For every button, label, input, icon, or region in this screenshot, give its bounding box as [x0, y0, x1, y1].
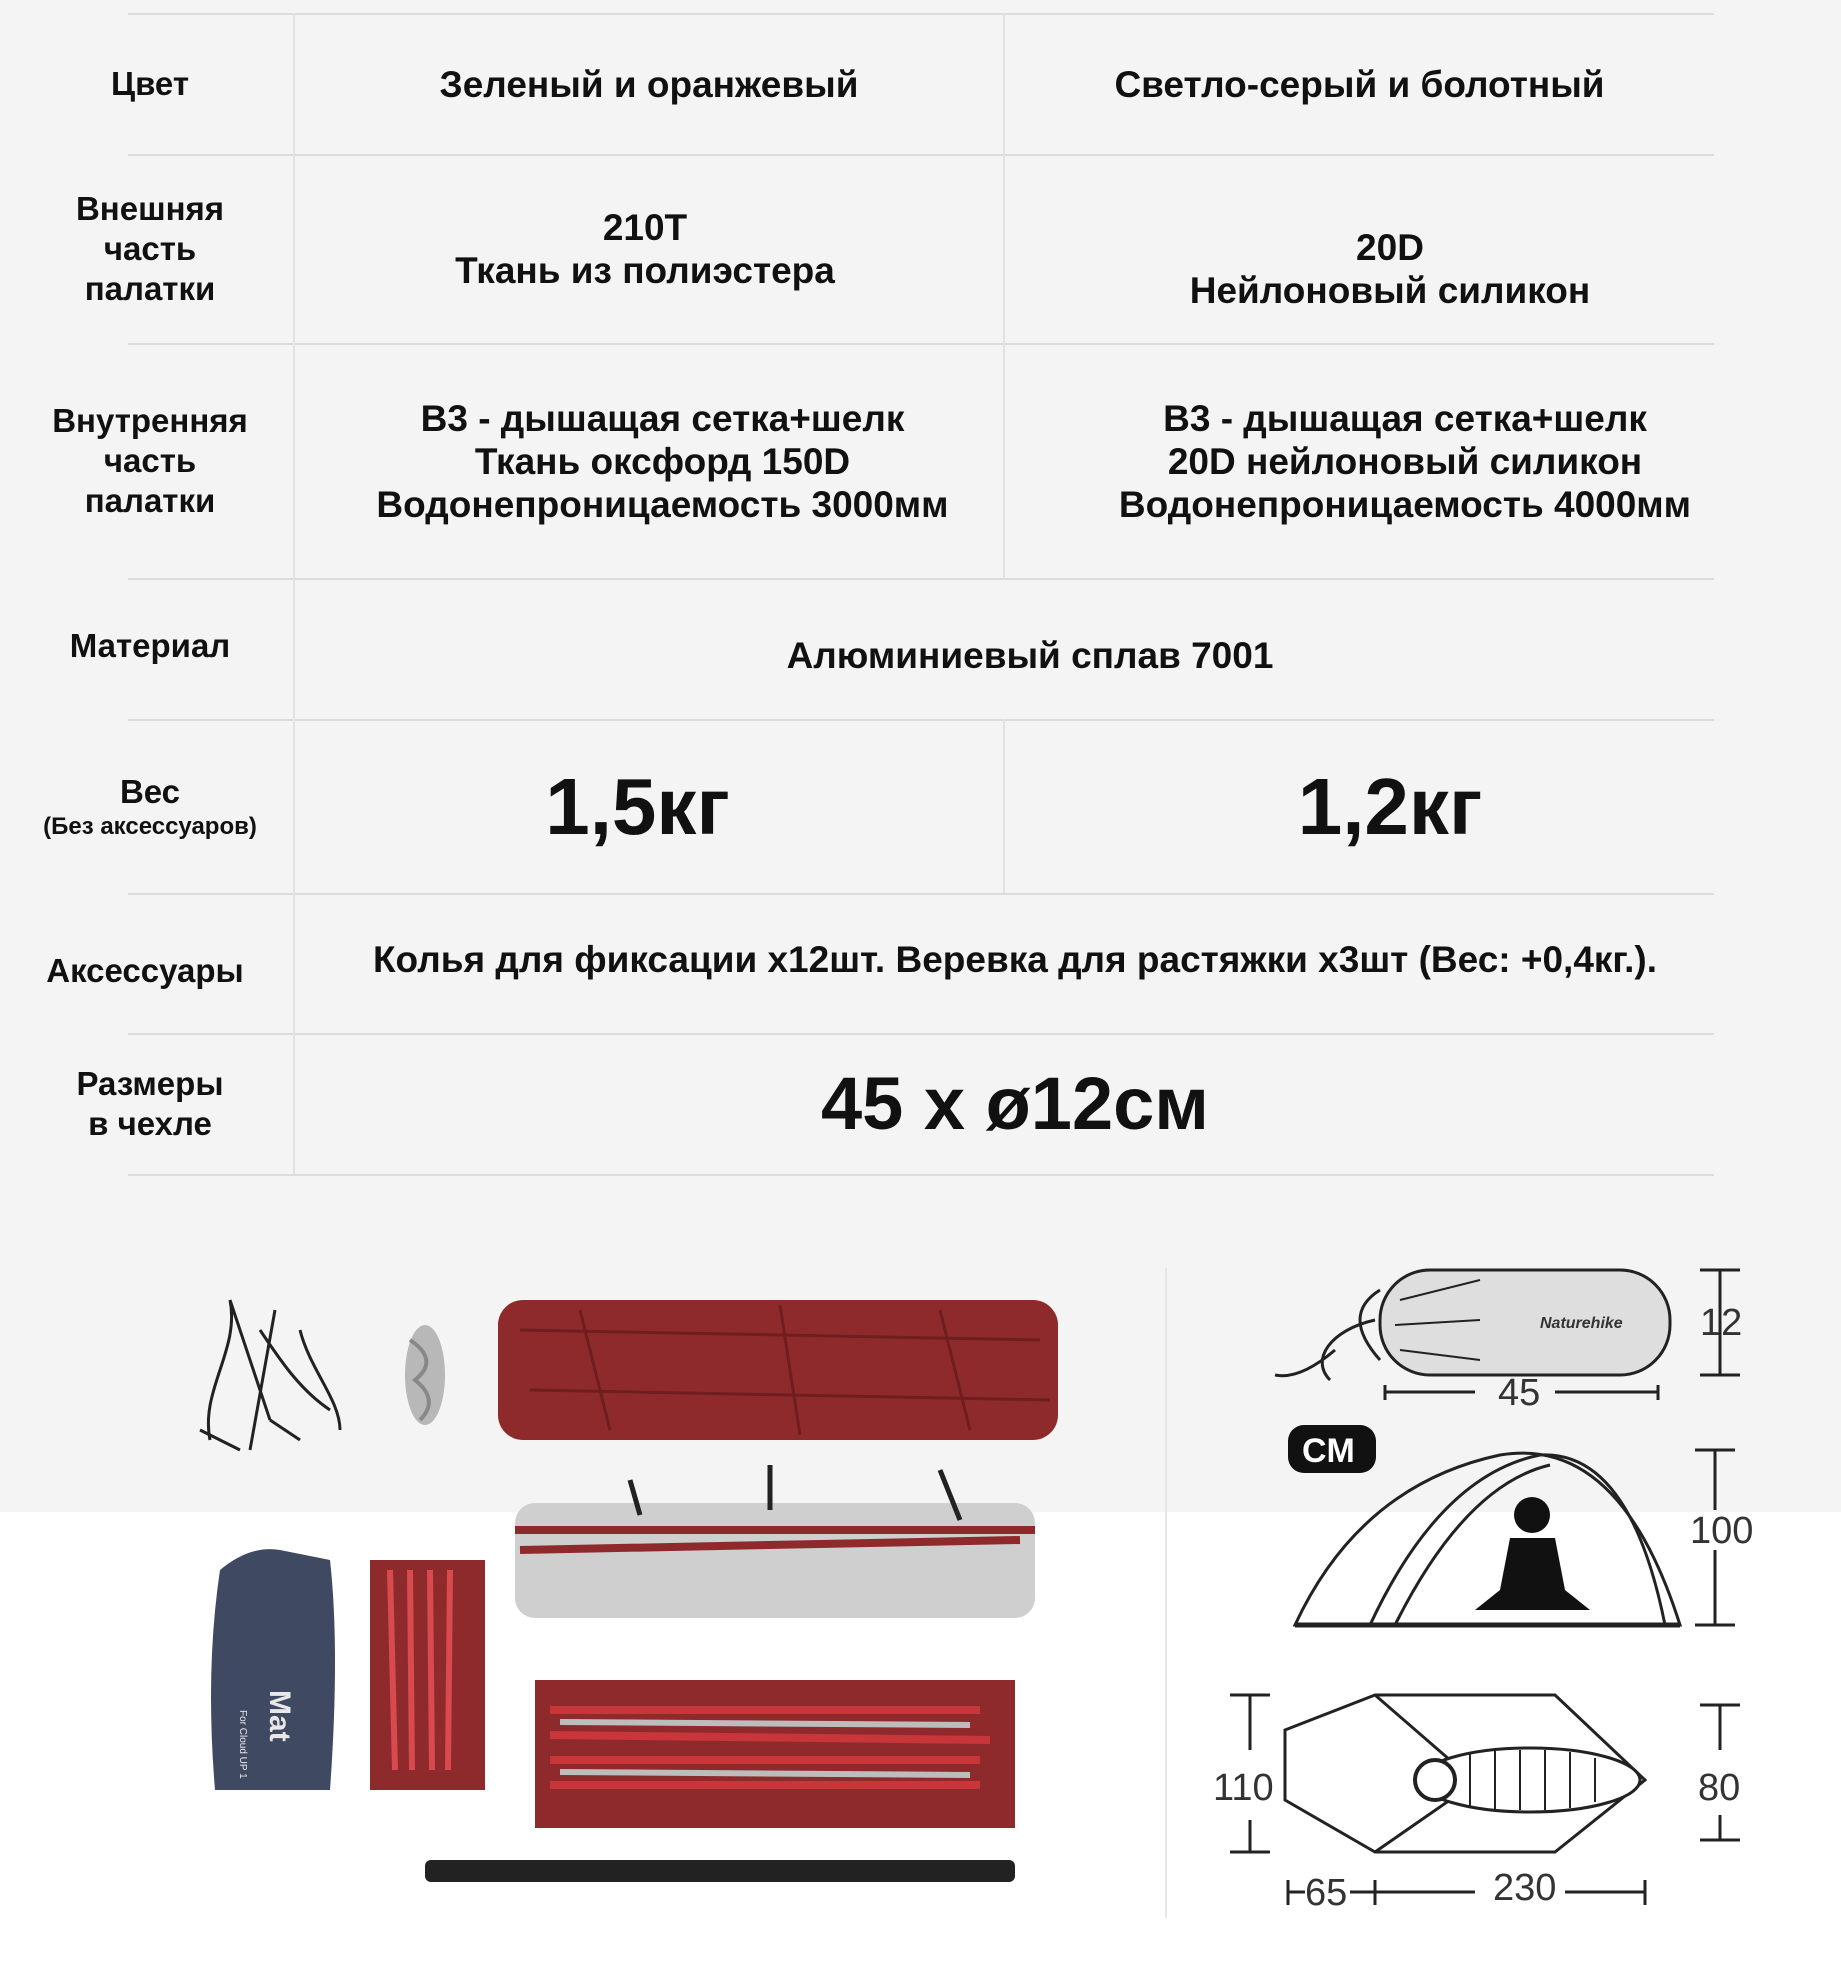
- mat-bag-label: Mat: [263, 1690, 296, 1742]
- front-width-dimension: 110: [1213, 1767, 1274, 1809]
- mat-bag-sublabel: For Cloud UP 1: [237, 1710, 248, 1779]
- weight-value-variant-2: 1,2кг: [1297, 761, 1483, 851]
- row-label-accessories: Аксессуары: [46, 951, 244, 989]
- inner-tent-value-variant-1: B3 - дышащая сетка+шелк Ткань оксфорд 150D Водонепроницаемость 3000мм: [376, 397, 949, 525]
- color-value-variant-1: Зеленый и оранжевый: [439, 63, 859, 105]
- stakes-bag-illustration: [370, 1560, 485, 1790]
- row-label-inner-tent: Внутренняя часть палатки: [52, 402, 248, 519]
- tent-dimensions-diagram: [1180, 1240, 1810, 1930]
- bag-diameter-dimension: 12: [1700, 1302, 1743, 1344]
- section-divider: [1165, 1268, 1167, 1918]
- guy-lines-illustration: [200, 1300, 340, 1450]
- row-label-packed-size: Размеры в чехле: [76, 1065, 224, 1142]
- tent-kit-photo: [180, 1270, 1080, 1910]
- inner-tent-value-variant-2: B3 - дышащая сетка+шелк 20D нейлоновый силикон Водонепроницаемость 4000мм: [1118, 397, 1692, 525]
- weight-sublabel: (Без аксессуаров): [43, 812, 257, 840]
- outer-tent-value-variant-1: 210T Ткань из полиэстера: [455, 207, 835, 291]
- poles-bag-illustration: [535, 1680, 1015, 1828]
- row-label-color: Цвет: [110, 65, 190, 102]
- row-label-material: Материал: [69, 627, 231, 664]
- weight-value-variant-1: 1,5кг: [545, 761, 730, 851]
- back-width-dimension: 80: [1698, 1767, 1741, 1809]
- tent-height-dimension: 100: [1690, 1510, 1754, 1552]
- row-label-weight: [20, 720, 280, 893]
- vestibule-length-dimension: 65: [1305, 1872, 1348, 1914]
- tent-top-view-diagram: [1213, 1695, 1740, 1914]
- rolled-tent-fly-illustration: [498, 1300, 1058, 1440]
- strap-illustration: [425, 1860, 1015, 1882]
- material-value: Алюминиевый сплав 7001: [786, 634, 1274, 676]
- unit-badge-label: CM: [1302, 1432, 1355, 1470]
- tent-length-dimension: 230: [1493, 1867, 1557, 1909]
- bag-brand-logo: Naturehike: [1540, 1315, 1623, 1332]
- bag-length-dimension: 45: [1498, 1372, 1541, 1414]
- weight-label: Вес: [119, 772, 181, 810]
- color-value-variant-2: Светло-серый и болотный: [1114, 63, 1605, 105]
- row-label-outer-tent: Внешняя часть палатки: [75, 190, 225, 307]
- rope-bundle-illustration: [405, 1325, 445, 1425]
- tent-side-view-diagram: [1295, 1450, 1753, 1625]
- inner-tent-package-illustration: [515, 1465, 1035, 1618]
- outer-tent-value-variant-2: 20D Нейлоновый силикон: [1189, 227, 1591, 311]
- packed-bag-diagram: [1275, 1270, 1742, 1414]
- mat-bag-illustration: [211, 1549, 335, 1790]
- table-divider: [128, 578, 1714, 580]
- accessories-value: Колья для фиксации х12шт. Веревка для растяжки х3шт (Вес: +0,4кг.).: [372, 938, 1658, 980]
- table-divider: [128, 1174, 1714, 1176]
- packed-size-value: 45 х ø12см: [821, 1062, 1209, 1145]
